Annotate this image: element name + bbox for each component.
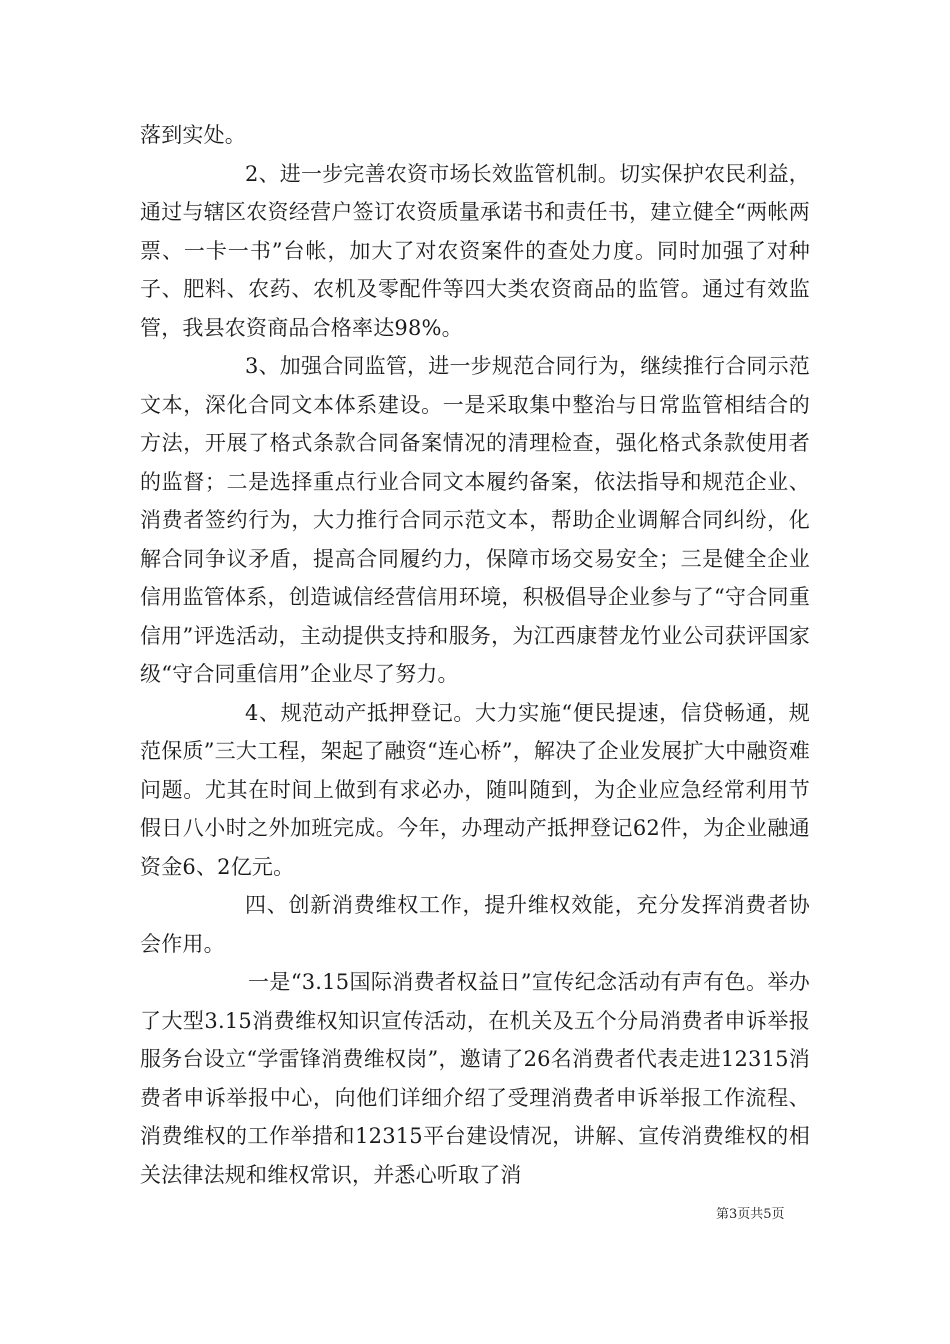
paragraph-3: 3、加强合同监管，进一步规范合同行为，继续推行合同示范文本，深化合同文本体系建设。一是采取集中整治与日常监管相结合的方法，开展了格式条款合同备案情况的清理检查，强化格式条款使用者的监督；二是选择重点行业合同文本履约备案，依法指导和规范企业、消费者签约行为，大力推行合同示范文本，帮助企业调解合同纠纷，化解合同争议矛盾，提高合同履约力，保障市场交易安全；三是健全企业信用监管体系，创造诚信经营信用环境，积极倡导企业参与了“守合同重信用”评选活动，主动提供支持和服务，为江西康替龙竹业公司获评国家级“守合同重信用”企业尽了努力。	[140, 354, 810, 686]
page-number-footer: 第3页共5页	[716, 1207, 785, 1222]
paragraph-2: 2、进一步完善农资市场长效监管机制。切实保护农民利益，通过与辖区农资经营户签订农资质量承诺书和责任书，建立健全“两帐两票、一卡一书”台帐，加大了对农资案件的查处力度。同时加强了对种子、肥料、农药、农机及零配件等四大类农资商品的监管。通过有效监管，我县农资商品合格率达98%。	[140, 161, 810, 340]
paragraph-1: 落到实处。	[140, 123, 246, 147]
paragraph-5: 四、创新消费维权工作，提升维权效能，充分发挥消费者协会作用。	[140, 893, 810, 956]
document-body	[140, 116, 810, 1194]
paragraph-6: 一是“3.15国际消费者权益日”宣传纪念活动有声有色。举办了大型3.15消费维权知识宣传活动，在机关及五个分局消费者申诉举报服务台设立“学雷锋消费维权岗”，邀请了26名消费者代表走进12315消费者申诉举报中心，向他们详细介绍了受理消费者申诉举报工作流程、消费维权的工作举措和12315平台建设情况，讲解、宣传消费维权的相关法律法规和维权常识，并悉心听取了消	[140, 970, 810, 1187]
paragraph-4: 4、规范动产抵押登记。大力实施“便民提速，信贷畅通，规范保质”三大工程，架起了融资“连心桥”，解决了企业发展扩大中融资难问题。尤其在时间上做到有求必办，随叫随到，为企业应急经常利用节假日八小时之外加班完成。今年，办理动产抵押登记62件，为企业融通资金6、2亿元。	[140, 700, 810, 879]
